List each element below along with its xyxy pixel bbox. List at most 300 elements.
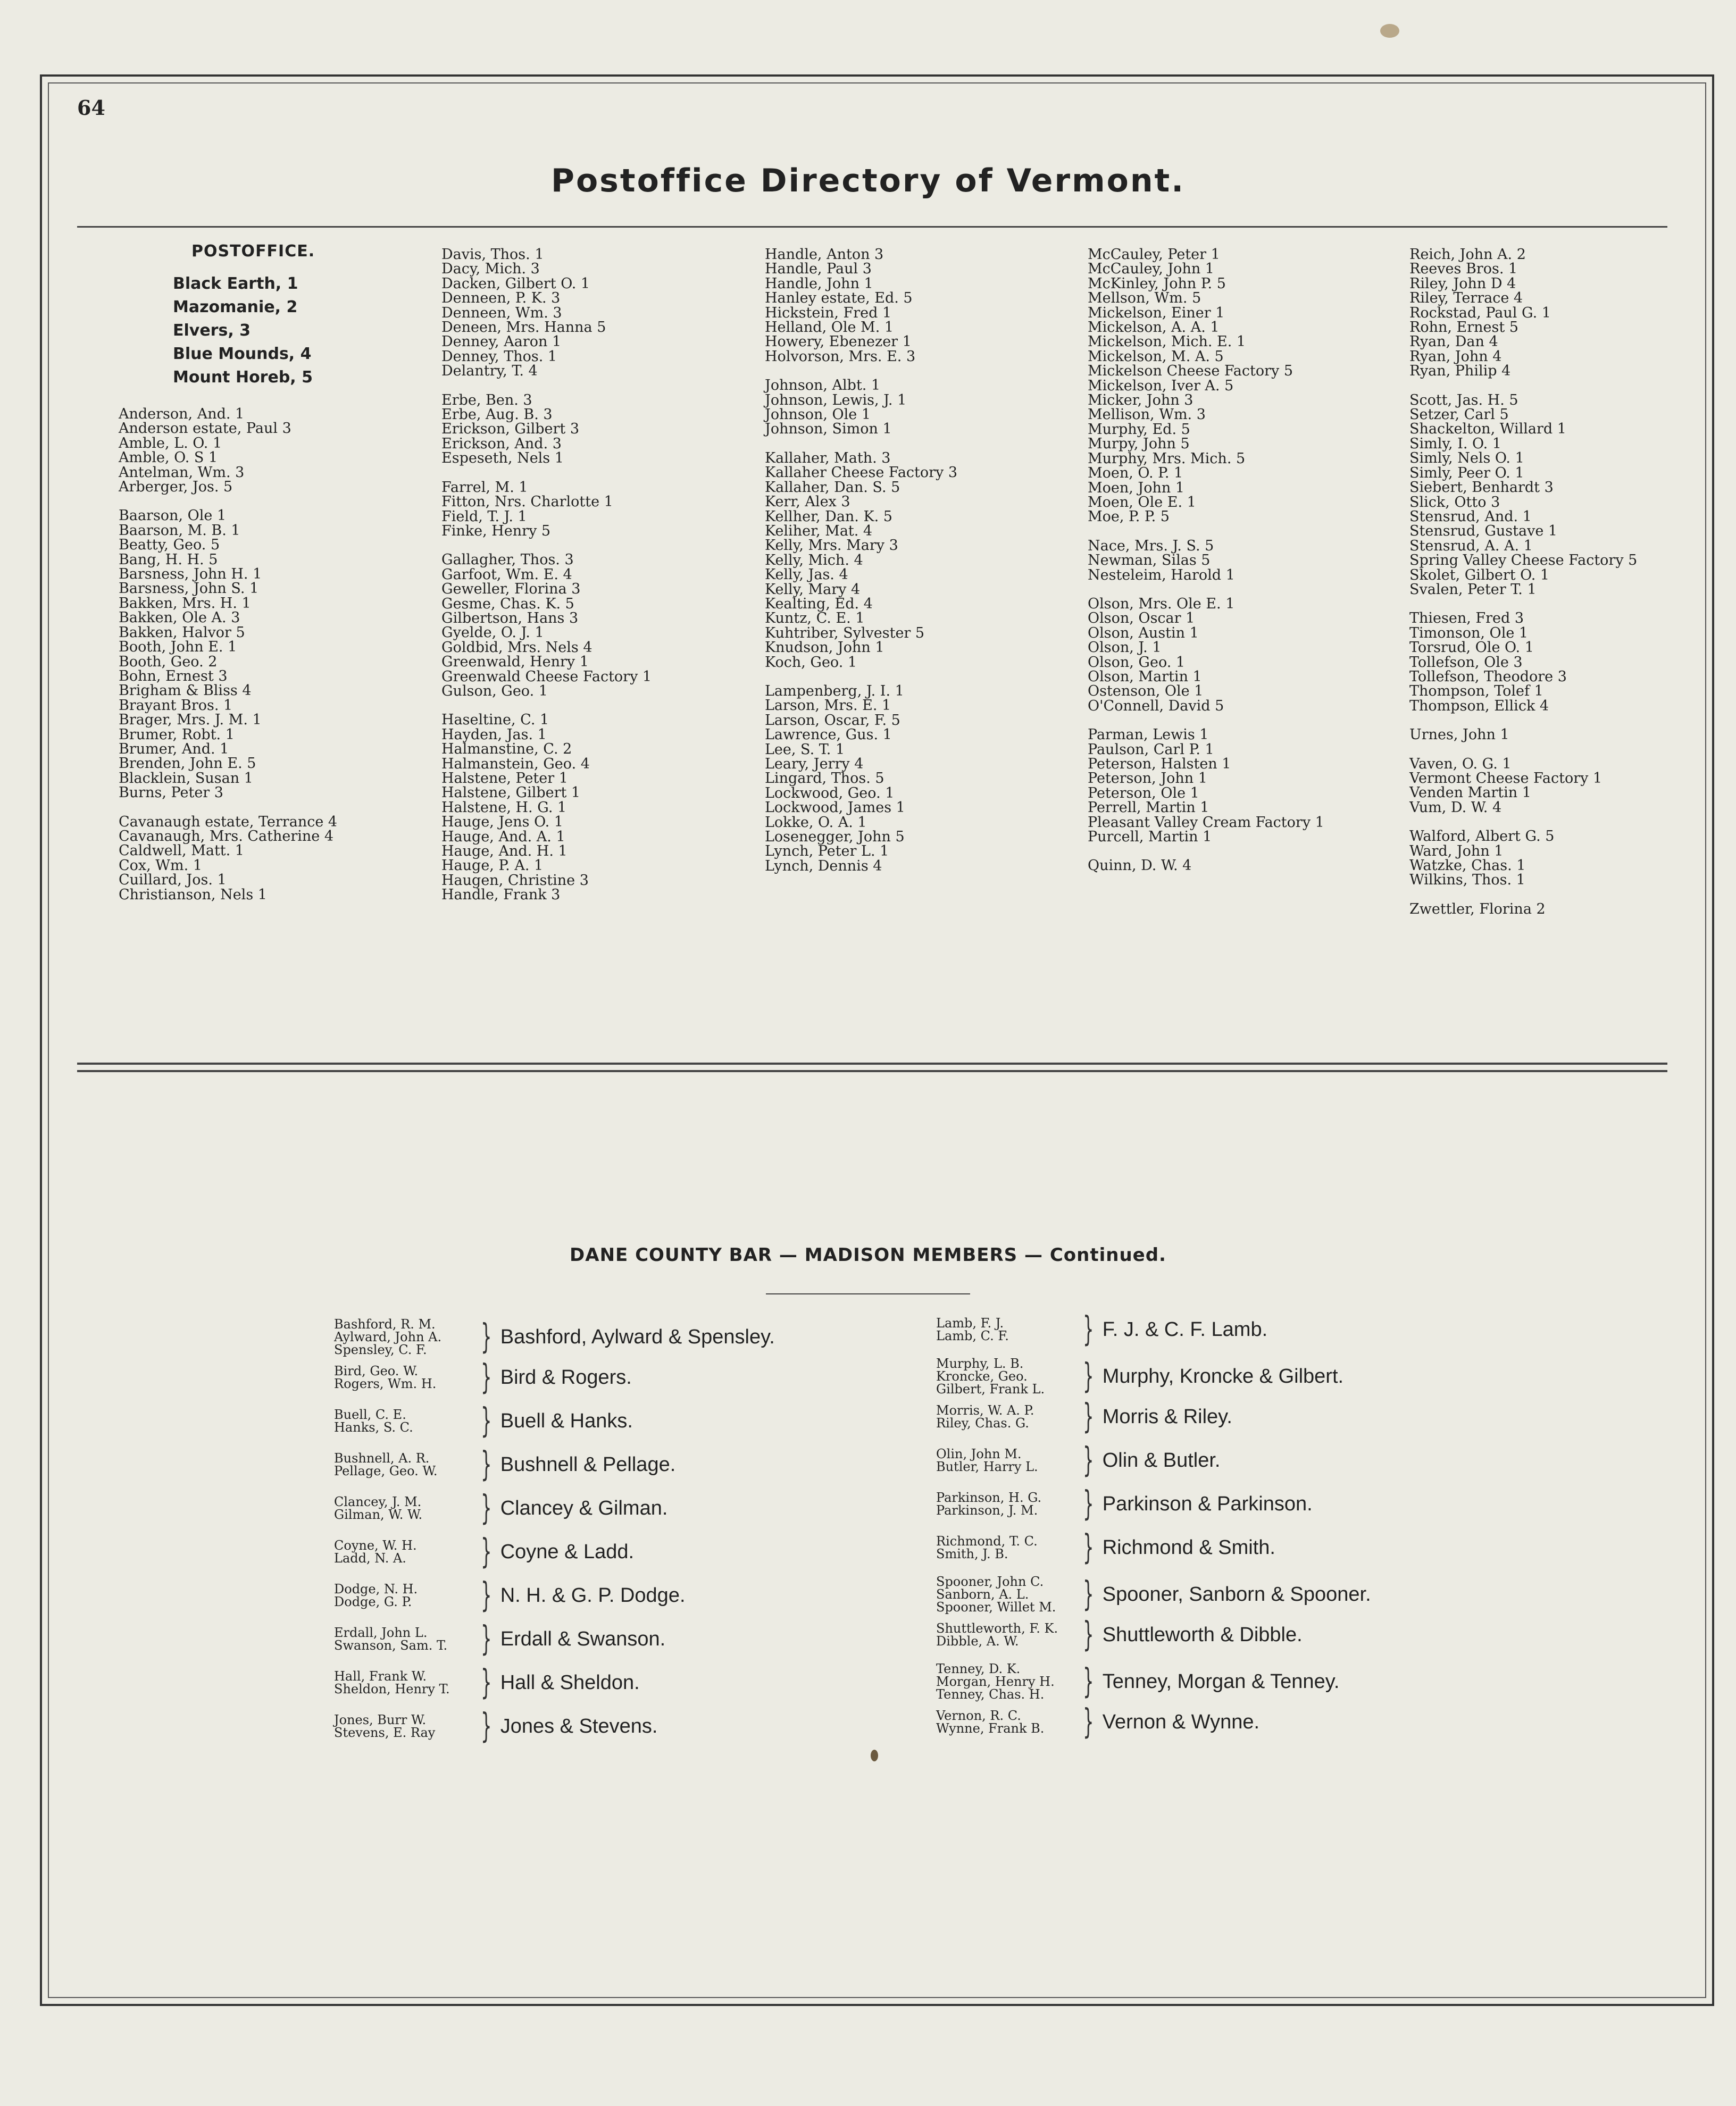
firm-member-name: Olin, John M. (936, 1447, 1022, 1461)
directory-entry: Mickelson Cheese Factory 5 (1088, 363, 1293, 380)
firm-member-name: Lamb, F. J. (936, 1316, 1004, 1331)
directory-entry: Scott, Jas. H. 5 (1409, 391, 1518, 408)
directory-entry: Kelly, Jas. 4 (765, 566, 848, 583)
directory-entry: Olson, Austin 1 (1088, 624, 1199, 641)
firm-name: Morris & Riley. (1102, 1405, 1232, 1428)
firm-member-name: Stevens, E. Ray (334, 1725, 436, 1740)
directory-entry: Gilbertson, Hans 3 (441, 609, 579, 626)
directory-entry: Keliher, Mat. 4 (765, 522, 873, 539)
directory-entry: Parman, Lewis 1 (1088, 726, 1209, 743)
directory-entry: Bohn, Ernest 3 (119, 667, 228, 684)
directory-entry: Brumer, Robt. 1 (119, 726, 235, 743)
firm-member-name: Spooner, Willet M. (936, 1600, 1056, 1615)
directory-group (1088, 858, 1324, 873)
directory-entry: Gesme, Chas. K. 5 (441, 595, 574, 612)
directory-entry: Bakken, Halvor 5 (119, 624, 245, 641)
directory-entry: Haugen, Christine 3 (441, 872, 589, 889)
directory-entry: Rohn, Ernest 5 (1409, 319, 1518, 336)
directory-entry: Dacken, Gilbert O. 1 (441, 275, 590, 292)
directory-entry: Denney, Thos. 1 (441, 348, 557, 365)
law-firm-entry (334, 1445, 676, 1484)
directory-entry: Burns, Peter 3 (119, 784, 223, 801)
firm-name: Bashford, Aylward & Spensley. (500, 1325, 775, 1348)
directory-entry: Koch, Geo. 1 (765, 654, 857, 671)
firm-members (936, 1662, 1074, 1701)
directory-column-2 (441, 247, 652, 917)
directory-entry: Wilkins, Thos. 1 (1409, 872, 1525, 889)
firm-members (334, 1408, 472, 1434)
directory-entry: Torsrud, Ole O. 1 (1409, 639, 1534, 656)
directory-group (441, 247, 652, 379)
directory-group (1088, 597, 1324, 713)
brace-glyph: } (481, 1401, 492, 1441)
directory-entry: Stensrud, And. 1 (1409, 508, 1532, 525)
brace-glyph: } (481, 1532, 492, 1572)
directory-group (441, 393, 652, 466)
firm-member-name: Richmond, T. C. (936, 1534, 1038, 1549)
directory-entry: Farrel, M. 1 (441, 479, 528, 496)
directory-entry: Kuntz, C. E. 1 (765, 610, 865, 627)
directory-entry: Johnson, Albt. 1 (765, 377, 881, 394)
postoffice-entry: Blue Mounds, 4 (173, 345, 312, 363)
directory-entry: Handle, John 1 (765, 275, 873, 292)
firm-member-name: Pellage, Geo. W. (334, 1464, 438, 1478)
directory-entry: Espeseth, Nels 1 (441, 450, 564, 467)
directory-entry: Watzke, Chas. 1 (1409, 857, 1526, 874)
directory-group (1088, 539, 1324, 582)
directory-group (765, 247, 957, 364)
directory-entry: Holvorson, Mrs. E. 3 (765, 348, 916, 365)
directory-entry: Erickson, And. 3 (441, 435, 562, 452)
directory-group (1409, 757, 1637, 815)
firm-name: Murphy, Kroncke & Gilbert. (1102, 1365, 1344, 1388)
directory-entry: Newman, Silas 5 (1088, 552, 1211, 569)
firm-member-name: Erdall, John L. (334, 1625, 428, 1640)
directory-entry: Booth, John E. 1 (119, 639, 237, 656)
directory-group (1088, 728, 1324, 844)
directory-entry: Larson, Oscar, F. 5 (765, 712, 900, 729)
postoffice-entry: Elvers, 3 (173, 321, 251, 340)
directory-entry: Vum, D. W. 4 (1409, 799, 1502, 816)
directory-entry: Brigham & Bliss 4 (119, 682, 252, 699)
directory-entry: Moen, Ole E. 1 (1088, 494, 1196, 511)
firm-name: F. J. & C. F. Lamb. (1102, 1318, 1268, 1341)
postoffice-key (106, 242, 315, 389)
directory-entry: Haseltine, C. 1 (441, 712, 549, 729)
directory-entry: Denneen, P. K. 3 (441, 290, 561, 307)
firm-members (936, 1448, 1074, 1473)
directory-entry: Moen, O. P. 1 (1088, 465, 1183, 482)
firm-name: Vernon & Wynne. (1102, 1710, 1260, 1733)
page-title: Postoffice Directory of Vermont. (550, 162, 1186, 199)
law-firm-entry (334, 1663, 640, 1702)
firm-member-name: Dodge, G. P. (334, 1594, 412, 1609)
firm-member-name: Swanson, Sam. T. (334, 1638, 448, 1653)
directory-entry: Hanley estate, Ed. 5 (765, 290, 913, 307)
directory-entry: McCauley, Peter 1 (1088, 246, 1220, 263)
law-firm-entry (936, 1528, 1275, 1567)
brace-glyph: } (481, 1489, 492, 1528)
firm-member-name: Parkinson, H. G. (936, 1490, 1042, 1505)
directory-entry: Purcell, Martin 1 (1088, 829, 1212, 846)
directory-entry: Denneen, Wm. 3 (441, 304, 562, 321)
firm-member-name: Shuttleworth, F. K. (936, 1621, 1058, 1636)
directory-entry: Pleasant Valley Cream Factory 1 (1088, 814, 1324, 831)
directory-entry: Kallaher, Math. 3 (765, 449, 891, 466)
firm-member-name: Butler, Harry L. (936, 1459, 1038, 1474)
directory-entry: Vaven, O. G. 1 (1409, 755, 1512, 772)
directory-entry: Nace, Mrs. J. S. 5 (1088, 537, 1214, 554)
firm-name: Olin & Butler. (1102, 1449, 1221, 1472)
directory-entry: Cavanaugh, Mrs. Catherine 4 (119, 828, 334, 845)
firm-member-name: Buell, C. E. (334, 1407, 406, 1422)
directory-entry: Mellison, Wm. 3 (1088, 406, 1206, 423)
brace-glyph: } (1083, 1662, 1094, 1701)
directory-entry: Arberger, Jos. 5 (119, 479, 233, 496)
firm-member-name: Hall, Frank W. (334, 1669, 427, 1684)
directory-entry: Riley, John D 4 (1409, 275, 1516, 292)
brace-glyph: } (1083, 1615, 1094, 1654)
law-firm-entry (936, 1702, 1260, 1742)
directory-entry: Gyelde, O. J. 1 (441, 624, 544, 641)
directory-entry: Kelly, Mary 4 (765, 581, 861, 598)
paper-stain (871, 1750, 878, 1761)
firm-members (936, 1357, 1074, 1395)
firm-member-name: Clancey, J. M. (334, 1494, 422, 1509)
directory-entry: Svalen, Peter T. 1 (1409, 581, 1537, 598)
firm-members (334, 1626, 472, 1652)
directory-entry: Hauge, And. H. 1 (441, 843, 567, 860)
directory-entry: Gallagher, Thos. 3 (441, 551, 574, 569)
directory-group (441, 480, 652, 539)
directory-group (119, 407, 337, 494)
firm-name: Shuttleworth & Dibble. (1102, 1623, 1303, 1646)
firm-member-name: Parkinson, J. M. (936, 1503, 1038, 1518)
directory-entry: Leary, Jerry 4 (765, 756, 864, 772)
directory-entry: Bang, H. H. 5 (119, 551, 218, 568)
firm-name: Coyne & Ladd. (500, 1540, 635, 1563)
directory-entry: Amble, L. O. 1 (119, 434, 222, 452)
firm-member-name: Hanks, S. C. (334, 1420, 413, 1435)
directory-entry: Losenegger, John 5 (765, 829, 905, 846)
directory-entry: Reeves Bros. 1 (1409, 261, 1518, 278)
title-rule (77, 226, 1667, 228)
directory-entry: Kerr, Alex 3 (765, 494, 850, 511)
bar-title-rule (766, 1293, 970, 1294)
directory-entry: Handle, Anton 3 (765, 246, 884, 263)
law-firm-entry (936, 1397, 1232, 1436)
directory-entry: Lockwood, James 1 (765, 799, 905, 816)
directory-entry: Siebert, Benhardt 3 (1409, 479, 1554, 496)
directory-entry: Slick, Otto 3 (1409, 494, 1500, 511)
directory-entry: Ryan, Philip 4 (1409, 363, 1511, 380)
brace-glyph: } (1083, 1441, 1094, 1480)
firm-name: Clancey & Gilman. (500, 1497, 668, 1519)
directory-entry: Zwettler, Florina 2 (1409, 900, 1546, 917)
directory-entry: Peterson, Ole 1 (1088, 784, 1199, 801)
directory-entry: Lawrence, Gus. 1 (765, 726, 892, 743)
directory-entry: Vermont Cheese Factory 1 (1409, 770, 1603, 787)
firm-member-name: Riley, Chas. G. (936, 1416, 1029, 1431)
directory-entry: Antelman, Wm. 3 (119, 464, 245, 481)
firm-name: Jones & Stevens. (500, 1715, 658, 1737)
directory-entry: Thompson, Tolef 1 (1409, 683, 1543, 700)
directory-entry: Dacy, Mich. 3 (441, 261, 540, 278)
firm-member-name: Bashford, R. M. (334, 1317, 436, 1332)
directory-entry: Fitton, Nrs. Charlotte 1 (441, 494, 613, 511)
firm-member-name: Tenney, D. K. (936, 1661, 1021, 1676)
directory-entry: Caldwell, Matt. 1 (119, 842, 244, 859)
firm-members (936, 1317, 1074, 1342)
directory-entry: Greenwald Cheese Factory 1 (441, 668, 652, 685)
directory-entry: Murphy, Ed. 5 (1088, 421, 1190, 438)
firm-member-name: Dibble, A. W. (936, 1634, 1019, 1649)
directory-entry: Murpy, John 5 (1088, 436, 1190, 453)
firm-member-name: Morgan, Henry H. (936, 1674, 1055, 1689)
directory-entry: Peterson, Halsten 1 (1088, 756, 1231, 772)
directory-entry: Kuhtriber, Sylvester 5 (765, 624, 925, 641)
firm-name: Buell & Hanks. (500, 1409, 633, 1432)
directory-entry: Kelly, Mich. 4 (765, 551, 863, 569)
firm-members (936, 1535, 1074, 1560)
directory-entry: Olson, Martin 1 (1088, 668, 1202, 685)
directory-entry: Moen, John 1 (1088, 479, 1185, 496)
directory-entry: Howery, Ebenezer 1 (765, 333, 912, 350)
directory-entry: Christianson, Nels 1 (119, 886, 267, 903)
directory-entry: Mickelson, Einer 1 (1088, 304, 1225, 321)
law-firm-entry (936, 1357, 1343, 1395)
directory-entry: Timonson, Ole 1 (1409, 624, 1529, 641)
firm-name: Bushnell & Pellage. (500, 1453, 676, 1476)
directory-entry: Mickelson, Mich. E. 1 (1088, 333, 1246, 350)
directory-group (1409, 902, 1637, 916)
directory-entry: Anderson, And. 1 (119, 406, 245, 422)
firm-members (334, 1583, 472, 1608)
directory-entry: Delantry, T. 4 (441, 363, 538, 380)
firm-name: Hall & Sheldon. (500, 1671, 640, 1694)
directory-entry: Blacklein, Susan 1 (119, 770, 253, 787)
directory-entry: Kealting, Ed. 4 (765, 595, 873, 612)
firm-member-name: Murphy, L. B. (936, 1356, 1024, 1371)
brace-glyph: } (1083, 1702, 1094, 1742)
directory-group (765, 378, 957, 437)
law-firm-entry (936, 1441, 1221, 1480)
postoffice-entry: Mazomanie, 2 (173, 298, 298, 316)
section-divider-bottom (77, 1070, 1667, 1072)
directory-entry: Halstene, Peter 1 (441, 770, 568, 787)
directory-entry: Olson, Oscar 1 (1088, 610, 1195, 627)
directory-entry: Murphy, Mrs. Mich. 5 (1088, 450, 1246, 467)
directory-entry: Brumer, And. 1 (119, 740, 229, 757)
directory-entry: Kallaher, Dan. S. 5 (765, 479, 900, 496)
directory-entry: Simly, I. O. 1 (1409, 435, 1501, 452)
directory-entry: Finke, Henry 5 (441, 522, 551, 539)
firm-members (936, 1404, 1074, 1430)
paper-stain (1380, 24, 1399, 38)
directory-group (441, 713, 652, 902)
directory-entry: Bakken, Mrs. H. 1 (119, 595, 251, 612)
directory-entry: Riley, Terrace 4 (1409, 290, 1523, 307)
law-firm-entry (936, 1484, 1313, 1524)
directory-entry: Lokke, O. A. 1 (765, 814, 867, 831)
directory-entry: Erickson, Gilbert 3 (441, 421, 580, 438)
brace-glyph: } (1083, 1397, 1094, 1436)
directory-entry: Shackelton, Willard 1 (1409, 421, 1566, 438)
page-number: 64 (77, 96, 105, 120)
directory-entry: Peterson, John 1 (1088, 770, 1207, 787)
directory-group (119, 508, 337, 800)
directory-entry: Larson, Mrs. E. 1 (765, 697, 891, 714)
brace-glyph: } (481, 1619, 492, 1659)
law-firm-entry (334, 1707, 658, 1746)
directory-entry: Skolet, Gilbert O. 1 (1409, 566, 1550, 583)
law-firm-entry (334, 1358, 632, 1397)
directory-entry: Cox, Wm. 1 (119, 857, 203, 874)
brace-glyph: } (1083, 1528, 1094, 1567)
directory-entry: Paulson, Carl P. 1 (1088, 741, 1214, 758)
law-firm-entry (936, 1575, 1371, 1614)
firm-member-name: Gilbert, Frank L. (936, 1382, 1045, 1397)
directory-entry: Barsness, John S. 1 (119, 580, 259, 597)
directory-group (1409, 393, 1637, 597)
directory-entry: Lockwood, Geo. 1 (765, 784, 895, 801)
directory-entry: Kellher, Dan. K. 5 (765, 508, 892, 525)
directory-entry: Erbe, Ben. 3 (441, 391, 532, 408)
firm-member-name: Jones, Burr W. (334, 1712, 427, 1727)
firm-name: Parkinson & Parkinson. (1102, 1492, 1313, 1515)
directory-group (119, 815, 337, 902)
firm-members (334, 1539, 472, 1565)
firm-members (334, 1495, 472, 1521)
directory-entry: Hayden, Jas. 1 (441, 726, 547, 743)
brace-glyph: } (1083, 1484, 1094, 1524)
law-firm-entry (936, 1662, 1339, 1701)
directory-entry: Mickelson, Iver A. 5 (1088, 377, 1234, 394)
brace-glyph: } (481, 1317, 492, 1357)
postoffice-key-heading: POSTOFFICE. (191, 242, 315, 261)
law-firm-entry (334, 1532, 635, 1572)
directory-entry: Ryan, Dan 4 (1409, 333, 1498, 350)
directory-entry: Greenwald, Henry 1 (441, 654, 589, 671)
directory-entry: Baarson, M. B. 1 (119, 522, 240, 539)
directory-entry: Denney, Aaron 1 (441, 333, 562, 350)
directory-group (765, 451, 957, 670)
firm-members (334, 1318, 472, 1356)
directory-entry: Halstene, Gilbert 1 (441, 784, 581, 801)
directory-column-5 (1409, 247, 1637, 931)
firm-member-name: Lamb, C. F. (936, 1328, 1009, 1343)
directory-entry: Simly, Peer O. 1 (1409, 464, 1524, 481)
directory-entry: Johnson, Ole 1 (765, 406, 871, 423)
directory-entry: Brager, Mrs. J. M. 1 (119, 712, 262, 729)
firm-member-name: Rogers, Wm. H. (334, 1376, 437, 1391)
directory-entry: Mellson, Wm. 5 (1088, 290, 1201, 307)
firm-member-name: Bird, Geo. W. (334, 1364, 419, 1378)
firm-name: Spooner, Sanborn & Spooner. (1102, 1583, 1371, 1606)
directory-entry: Booth, Geo. 2 (119, 653, 218, 670)
directory-entry: Helland, Ole M. 1 (765, 319, 894, 336)
firm-name: Tenney, Morgan & Tenney. (1102, 1670, 1340, 1693)
directory-entry: Thiesen, Fred 3 (1409, 610, 1524, 627)
firm-member-name: Gilman, W. W. (334, 1507, 423, 1522)
directory-entry: Erbe, Aug. B. 3 (441, 406, 553, 423)
directory-entry: McKinley, John P. 5 (1088, 275, 1226, 292)
directory-entry: Kelly, Mrs. Mary 3 (765, 537, 898, 554)
directory-entry: Thompson, Ellick 4 (1409, 697, 1549, 714)
brace-glyph: } (481, 1445, 492, 1484)
firm-members (334, 1670, 472, 1695)
firm-members (334, 1365, 472, 1390)
brace-glyph: } (1083, 1575, 1094, 1614)
directory-entry: Stensrud, Gustave 1 (1409, 523, 1558, 540)
directory-entry: Ryan, John 4 (1409, 348, 1502, 365)
directory-column-3 (765, 247, 957, 888)
directory-entry: Olson, Geo. 1 (1088, 654, 1186, 671)
directory-entry: Ward, John 1 (1409, 842, 1504, 859)
firm-member-name: Ladd, N. A. (334, 1551, 406, 1566)
directory-entry: Tollefson, Theodore 3 (1409, 668, 1567, 685)
directory-entry: O'Connell, David 5 (1088, 697, 1224, 714)
directory-group (765, 684, 957, 873)
directory-entry: Perrell, Martin 1 (1088, 799, 1209, 816)
directory-entry: Lee, S. T. 1 (765, 741, 845, 758)
directory-entry: Garfoot, Wm. E. 4 (441, 566, 572, 583)
directory-entry: Mickelson, M. A. 5 (1088, 348, 1224, 365)
directory-entry: Olson, Mrs. Ole E. 1 (1088, 595, 1235, 612)
brace-glyph: } (1083, 1357, 1094, 1396)
directory-entry: Mickelson, A. A. 1 (1088, 319, 1220, 336)
law-firm-entry (334, 1318, 775, 1356)
directory-entry: Brenden, John E. 5 (119, 755, 256, 772)
directory-entry: Handle, Paul 3 (765, 261, 872, 278)
law-firm-entry (936, 1615, 1303, 1654)
firm-member-name: Sheldon, Henry T. (334, 1682, 450, 1697)
firm-members (936, 1491, 1074, 1517)
directory-entry: Field, T. J. 1 (441, 508, 527, 525)
law-firm-entry (334, 1401, 633, 1441)
postoffice-entry: Black Earth, 1 (173, 274, 298, 293)
directory-group (1088, 247, 1324, 524)
directory-entry: Kallaher Cheese Factory 3 (765, 464, 958, 481)
firm-member-name: Vernon, R. C. (936, 1708, 1021, 1723)
directory-entry: Simly, Nels O. 1 (1409, 450, 1524, 467)
directory-entry: Bakken, Ole A. 3 (119, 609, 240, 626)
directory-entry: Spring Valley Cheese Factory 5 (1409, 552, 1638, 569)
firm-member-name: Smith, J. B. (936, 1547, 1008, 1561)
directory-entry: Micker, John 3 (1088, 392, 1194, 409)
directory-entry: Halstene, H. G. 1 (441, 799, 567, 816)
directory-entry: Hickstein, Fred 1 (765, 304, 892, 321)
directory-entry: Venden Martin 1 (1409, 784, 1531, 801)
directory-entry: Hauge, Jens O. 1 (441, 814, 563, 831)
directory-entry: Cavanaugh estate, Terrance 4 (119, 813, 338, 830)
directory-entry: Baarson, Ole 1 (119, 507, 227, 524)
directory-group (1409, 728, 1637, 742)
brace-glyph: } (481, 1576, 492, 1615)
directory-group (1409, 611, 1637, 713)
directory-column-1 (119, 407, 337, 916)
firm-member-name: Sanborn, A. L. (936, 1587, 1029, 1602)
firm-members (936, 1709, 1074, 1735)
directory-entry: Halmanstein, Geo. 4 (441, 755, 590, 772)
directory-entry: Moe, P. P. 5 (1088, 508, 1170, 525)
brace-glyph: } (481, 1663, 492, 1702)
firm-members (936, 1575, 1074, 1614)
directory-entry: Olson, J. 1 (1088, 639, 1162, 656)
directory-entry: Quinn, D. W. 4 (1088, 857, 1192, 874)
directory-entry: Knudson, John 1 (765, 639, 884, 656)
brace-glyph: } (481, 1707, 492, 1746)
